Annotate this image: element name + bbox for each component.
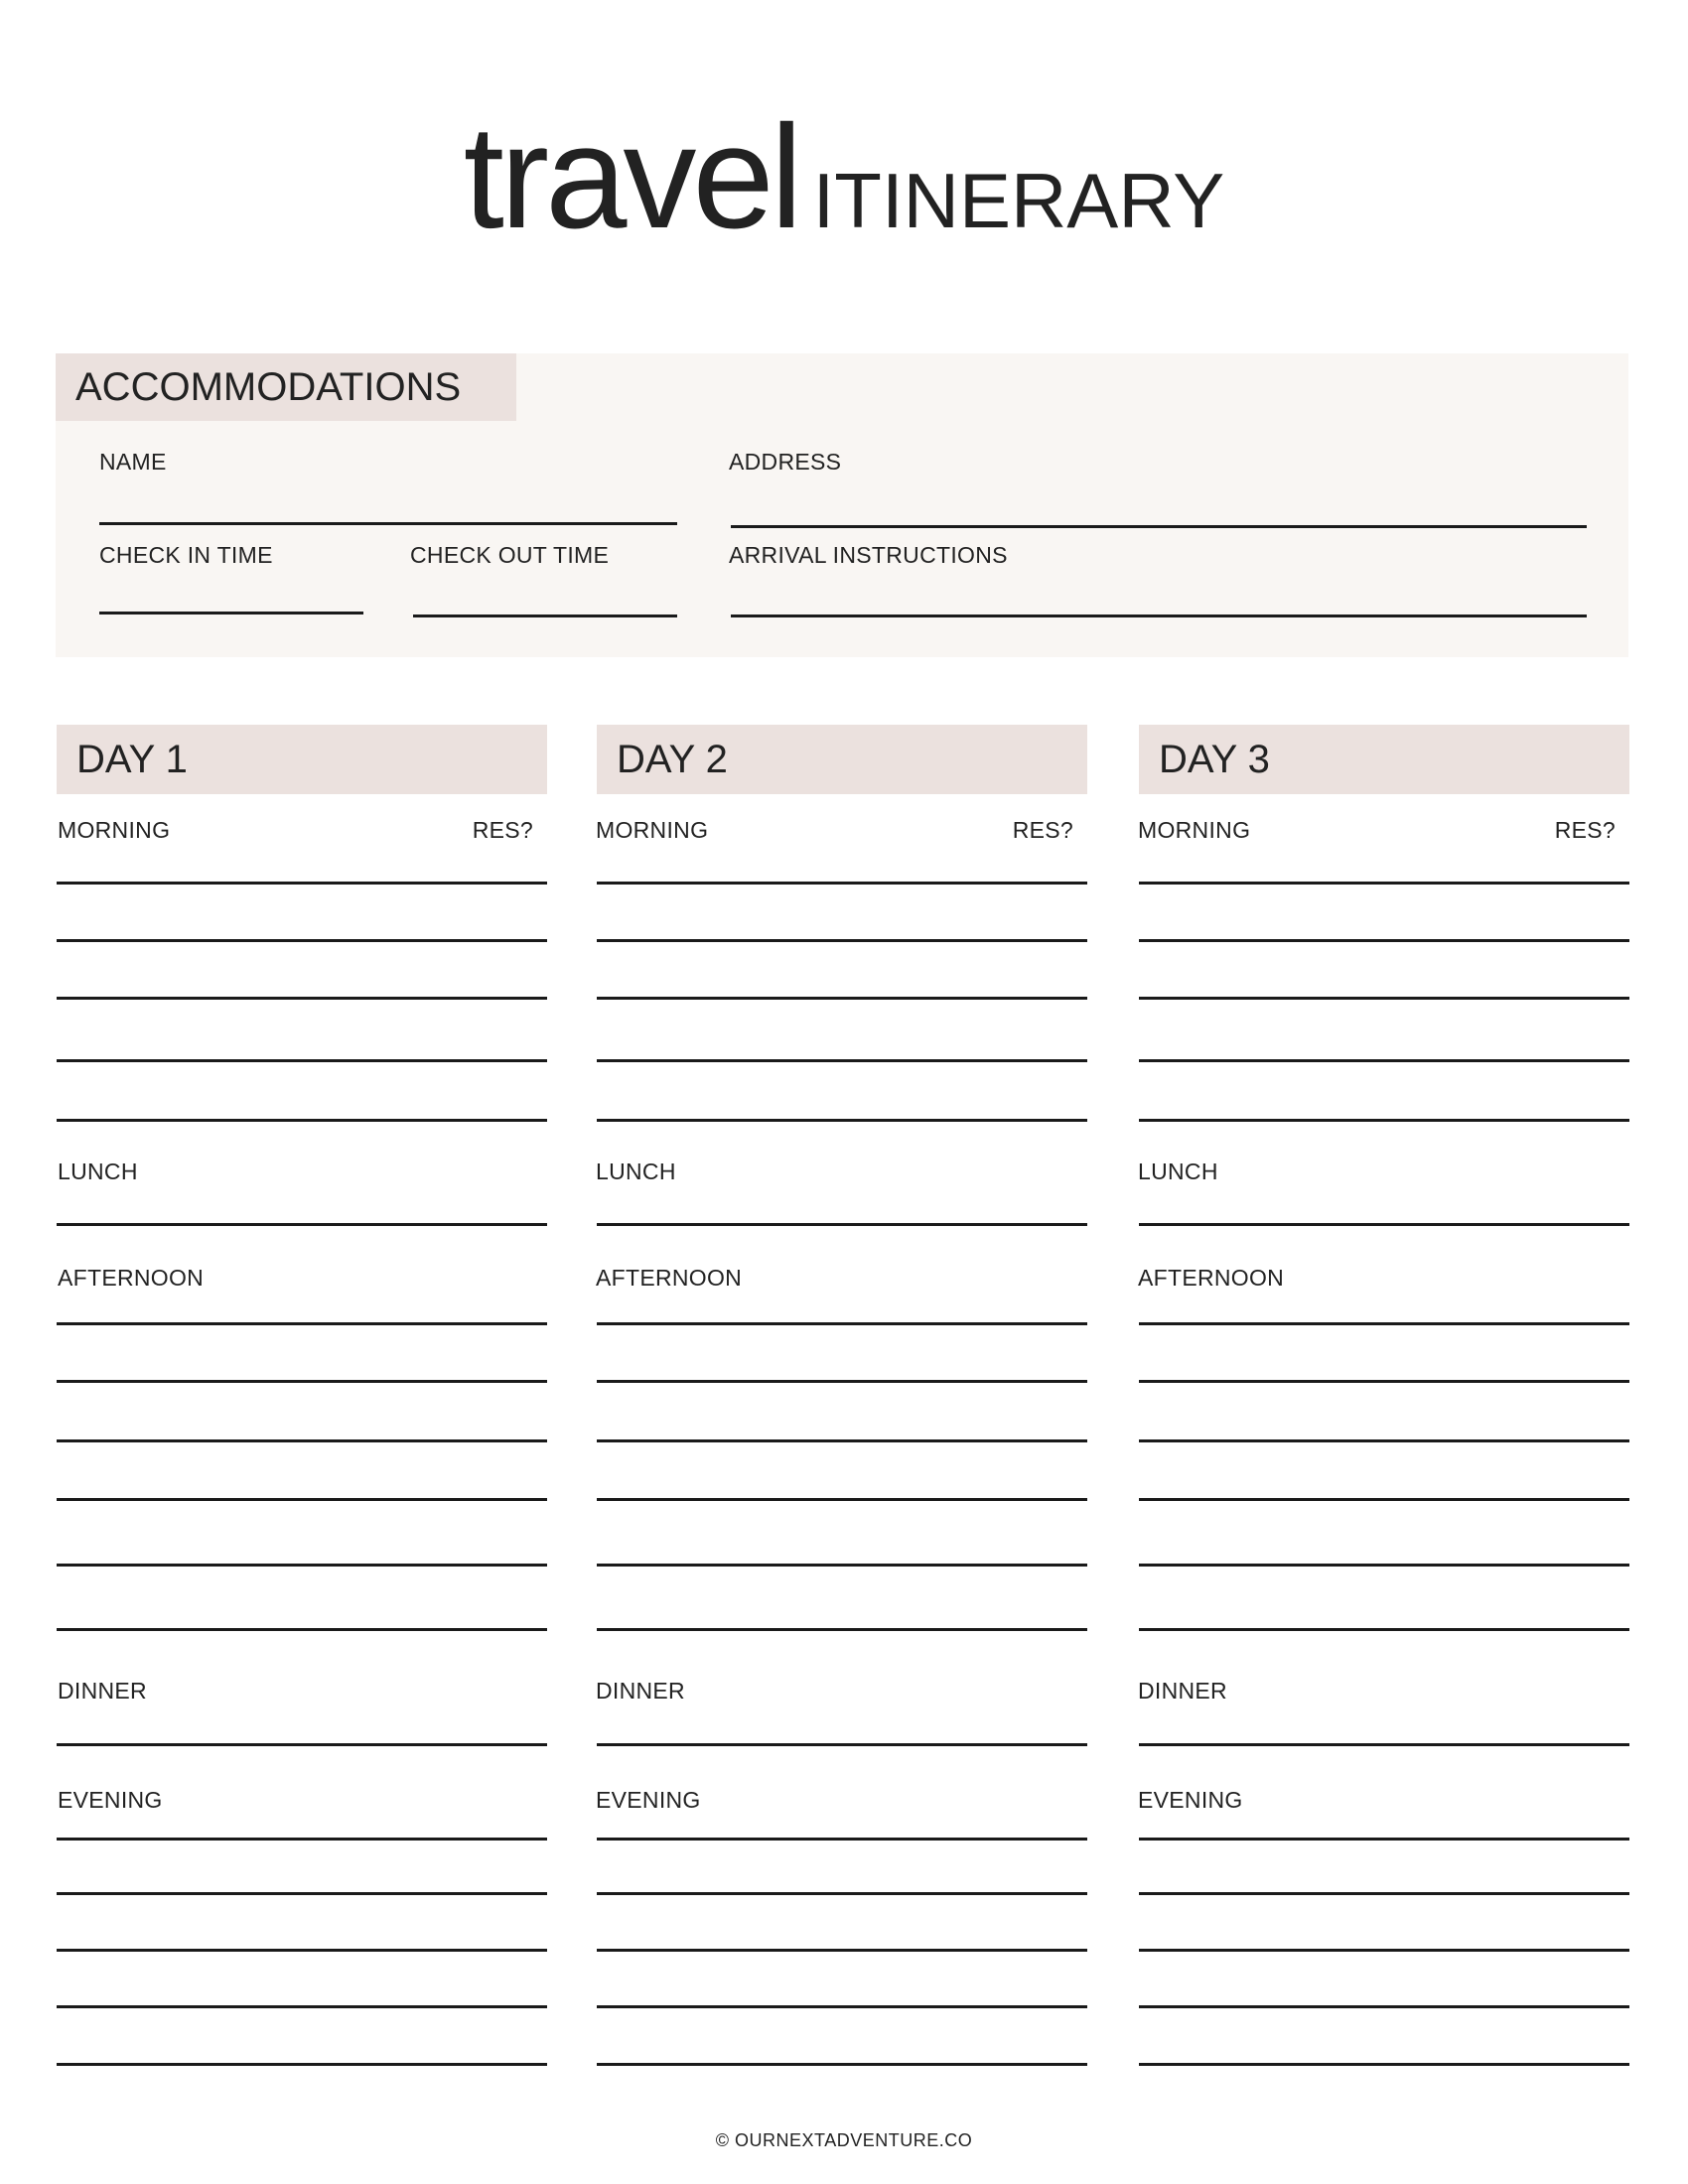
afternoon-line[interactable] bbox=[1139, 1439, 1629, 1442]
afternoon-line[interactable] bbox=[57, 1322, 547, 1325]
check-out-label: CHECK OUT TIME bbox=[410, 542, 610, 568]
reservation-label: RES? bbox=[472, 817, 533, 843]
afternoon-line[interactable] bbox=[57, 1628, 547, 1631]
afternoon-line[interactable] bbox=[1139, 1380, 1629, 1383]
afternoon-line[interactable] bbox=[597, 1564, 1087, 1567]
accommodations-header bbox=[56, 353, 516, 421]
evening-label: EVENING bbox=[58, 1787, 163, 1813]
morning-label: MORNING bbox=[1138, 817, 1251, 843]
day-title: DAY 2 bbox=[617, 738, 728, 781]
afternoon-line[interactable] bbox=[1139, 1564, 1629, 1567]
day-title: DAY 1 bbox=[76, 738, 188, 781]
evening-line[interactable] bbox=[1139, 2005, 1629, 2008]
dinner-label: DINNER bbox=[1138, 1678, 1227, 1704]
reservation-label: RES? bbox=[1012, 817, 1073, 843]
accommodations-title: ACCOMMODATIONS bbox=[75, 365, 462, 409]
afternoon-line[interactable] bbox=[57, 1439, 547, 1442]
dinner-label: DINNER bbox=[596, 1678, 685, 1704]
lunch-line[interactable] bbox=[57, 1223, 547, 1226]
reservation-label: RES? bbox=[1554, 817, 1616, 843]
day-header bbox=[1139, 725, 1629, 794]
evening-label: EVENING bbox=[1138, 1787, 1243, 1813]
afternoon-line[interactable] bbox=[597, 1498, 1087, 1501]
morning-line[interactable] bbox=[597, 1059, 1087, 1062]
arrival-instructions-label: ARRIVAL INSTRUCTIONS bbox=[729, 542, 1008, 568]
evening-line[interactable] bbox=[1139, 1949, 1629, 1952]
afternoon-label: AFTERNOON bbox=[1138, 1265, 1285, 1291]
morning-line[interactable] bbox=[597, 1119, 1087, 1122]
lunch-line[interactable] bbox=[1139, 1223, 1629, 1226]
lunch-label: LUNCH bbox=[596, 1159, 676, 1184]
evening-line[interactable] bbox=[1139, 1838, 1629, 1841]
morning-line[interactable] bbox=[1139, 1119, 1629, 1122]
dinner-label: DINNER bbox=[58, 1678, 147, 1704]
morning-line[interactable] bbox=[597, 997, 1087, 1000]
title-main-text: travel bbox=[463, 95, 799, 259]
day-header bbox=[597, 725, 1087, 794]
evening-line[interactable] bbox=[57, 2005, 547, 2008]
morning-line[interactable] bbox=[597, 939, 1087, 942]
name-label: NAME bbox=[99, 449, 167, 475]
lunch-label: LUNCH bbox=[1138, 1159, 1218, 1184]
evening-line[interactable] bbox=[1139, 2063, 1629, 2066]
address-label: ADDRESS bbox=[729, 449, 842, 475]
evening-line[interactable] bbox=[1139, 1892, 1629, 1895]
evening-line[interactable] bbox=[57, 1949, 547, 1952]
afternoon-line[interactable] bbox=[1139, 1498, 1629, 1501]
morning-line[interactable] bbox=[57, 939, 547, 942]
afternoon-label: AFTERNOON bbox=[58, 1265, 205, 1291]
afternoon-label: AFTERNOON bbox=[596, 1265, 743, 1291]
evening-line[interactable] bbox=[597, 2063, 1087, 2066]
morning-line[interactable] bbox=[1139, 997, 1629, 1000]
page-title bbox=[0, 95, 1688, 259]
name-field-line[interactable] bbox=[99, 522, 677, 525]
evening-label: EVENING bbox=[596, 1787, 701, 1813]
afternoon-line[interactable] bbox=[1139, 1628, 1629, 1631]
day-header bbox=[57, 725, 547, 794]
morning-line[interactable] bbox=[1139, 1059, 1629, 1062]
afternoon-line[interactable] bbox=[597, 1628, 1087, 1631]
title-sub-text: ITINERARY bbox=[812, 157, 1225, 244]
morning-line[interactable] bbox=[57, 1059, 547, 1062]
afternoon-line[interactable] bbox=[57, 1498, 547, 1501]
day-title: DAY 3 bbox=[1159, 738, 1270, 781]
evening-line[interactable] bbox=[57, 1892, 547, 1895]
evening-line[interactable] bbox=[57, 1838, 547, 1841]
morning-line[interactable] bbox=[597, 882, 1087, 885]
dinner-line[interactable] bbox=[57, 1743, 547, 1746]
evening-line[interactable] bbox=[597, 2005, 1087, 2008]
afternoon-line[interactable] bbox=[57, 1380, 547, 1383]
check-out-field-line[interactable] bbox=[413, 614, 677, 617]
morning-label: MORNING bbox=[58, 817, 171, 843]
afternoon-line[interactable] bbox=[597, 1322, 1087, 1325]
morning-line[interactable] bbox=[57, 1119, 547, 1122]
evening-line[interactable] bbox=[597, 1892, 1087, 1895]
afternoon-line[interactable] bbox=[57, 1564, 547, 1567]
lunch-label: LUNCH bbox=[58, 1159, 138, 1184]
morning-line[interactable] bbox=[1139, 939, 1629, 942]
footer-copyright: © OURNEXTADVENTURE.CO bbox=[715, 2130, 973, 2150]
morning-line[interactable] bbox=[1139, 882, 1629, 885]
lunch-line[interactable] bbox=[597, 1223, 1087, 1226]
morning-line[interactable] bbox=[57, 882, 547, 885]
morning-line[interactable] bbox=[57, 997, 547, 1000]
evening-line[interactable] bbox=[597, 1838, 1087, 1841]
morning-label: MORNING bbox=[596, 817, 709, 843]
check-in-field-line[interactable] bbox=[99, 612, 363, 614]
dinner-line[interactable] bbox=[597, 1743, 1087, 1746]
evening-line[interactable] bbox=[57, 2063, 547, 2066]
afternoon-line[interactable] bbox=[1139, 1322, 1629, 1325]
dinner-line[interactable] bbox=[1139, 1743, 1629, 1746]
afternoon-line[interactable] bbox=[597, 1380, 1087, 1383]
arrival-instructions-field-line[interactable] bbox=[731, 614, 1587, 617]
check-in-label: CHECK IN TIME bbox=[99, 542, 273, 568]
address-field-line[interactable] bbox=[731, 525, 1587, 528]
evening-line[interactable] bbox=[597, 1949, 1087, 1952]
afternoon-line[interactable] bbox=[597, 1439, 1087, 1442]
